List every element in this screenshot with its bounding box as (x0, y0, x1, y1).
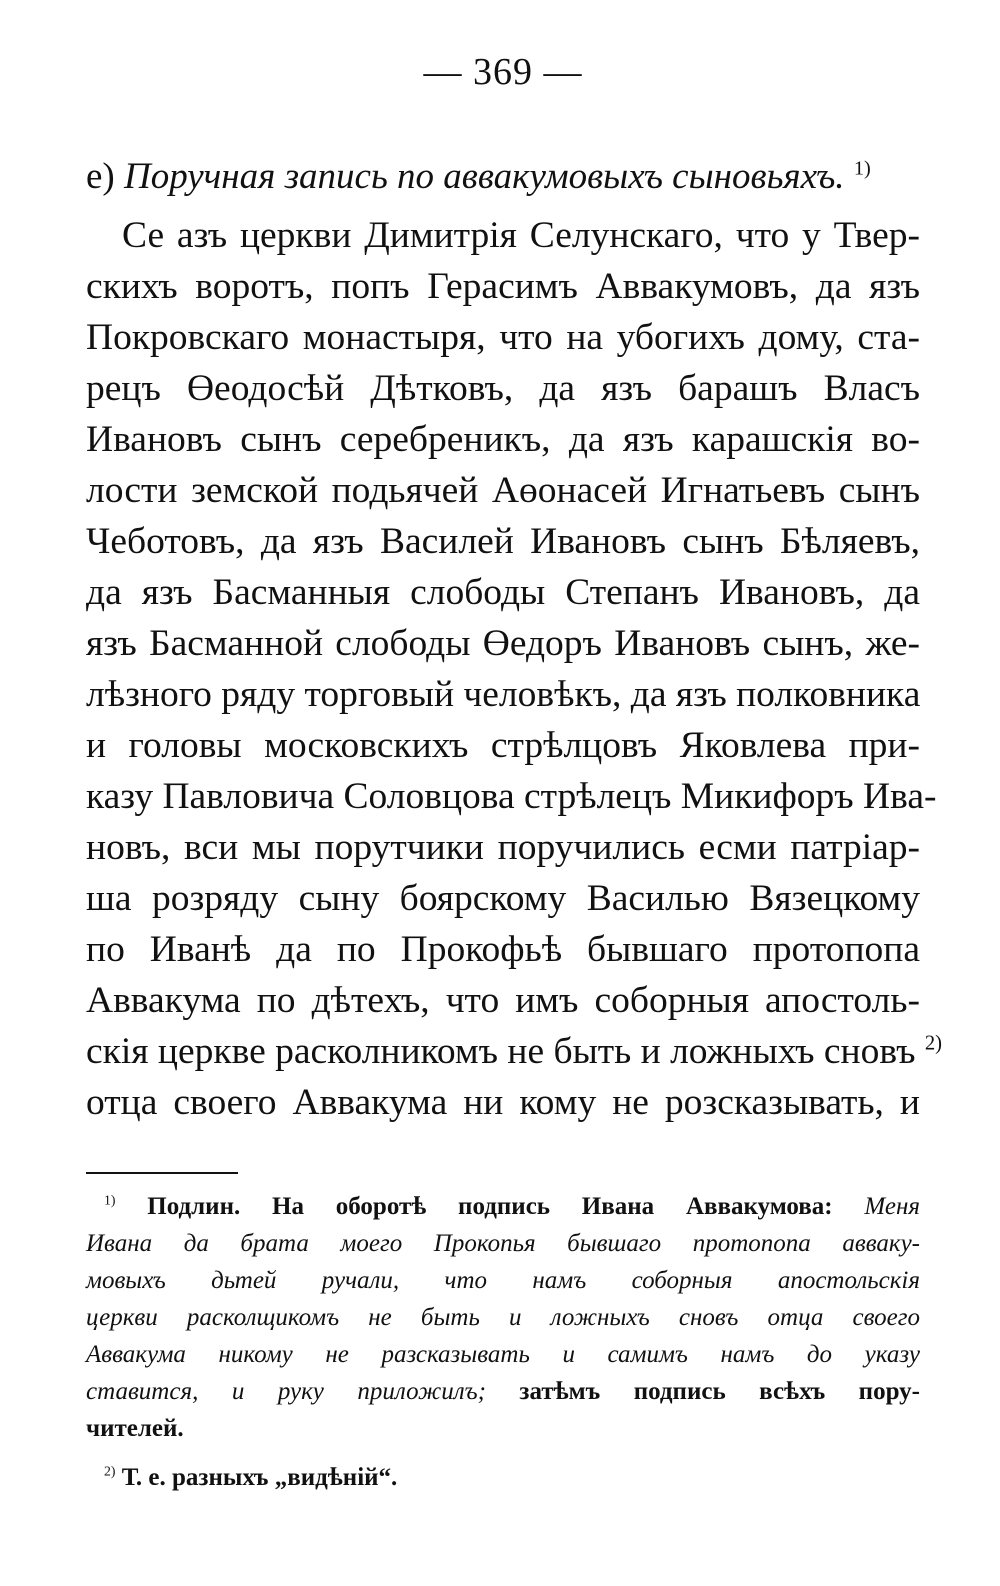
body-line: лѣзного ряду торговый человѣкъ, да язъ полковника (86, 674, 921, 715)
footnote-quote: церкви расколщикомъ не быть и ложныхъ сновъ отца своего (86, 1304, 920, 1331)
page-number: — 369 — (423, 51, 583, 93)
body-line: лости земской подьячей Аөонасей Игнатьевъ сынъ (86, 470, 920, 511)
footnote-text: затѣмъ подпись всѣхъ пору- (519, 1378, 920, 1405)
body-line: рецъ Өеодосѣй Дѣтковъ, да язъ барашъ Власъ (86, 368, 920, 409)
body-line: казу Павловича Соловцова стрѣлецъ Микифоръ Ива- (86, 776, 937, 817)
body-footnote-ref: 2) (924, 1032, 943, 1055)
body-line: новъ, вси мы порутчики поручились есми патріар- (86, 827, 920, 868)
body-line: по Иванѣ да по Прокофьѣ бывшаго протопопа (86, 929, 920, 970)
footnote-text: чителей. (86, 1415, 184, 1442)
footnote-quote: Ивана да брата моего Прокопья бывшаго протопопа авваку- (86, 1230, 920, 1257)
body-line-with-ref (86, 1026, 943, 1077)
heading-title: Поручная запись по аввакумовыхъ сыновьяхъ. (124, 156, 845, 197)
footnotes (86, 1188, 920, 1496)
footnote-text: Т. е. разныхъ „видѣній“. (121, 1464, 398, 1491)
footnote-1 (86, 1188, 920, 1447)
page (86, 48, 943, 1496)
body-line: Се азъ церкви Димитрія Селунскаго, что у Твер- (122, 215, 920, 256)
heading-label: е) (86, 156, 115, 197)
footnote-quote: Аввакума никому не разсказывать и самимъ намъ до указу (86, 1341, 920, 1368)
footnote-text: Подлин. На оборотѣ подпись Ивана Аввакумова: (147, 1193, 833, 1220)
footnote-quote: мовыхъ дьтей ручали, что намъ соборныя апостольскія (86, 1267, 920, 1294)
body-line: Ивановъ сынъ серебреникъ, да язъ карашскія во- (86, 419, 920, 460)
footnote-quote: ставится, и руку приложилъ; (86, 1378, 486, 1405)
section-heading (86, 154, 920, 200)
body-line: Аввакума по дѣтехъ, что имъ соборныя апостоль- (86, 980, 920, 1021)
body-line: скихъ воротъ, попъ Герасимъ Аввакумовъ, да язъ (86, 266, 920, 307)
footnote-divider (86, 1172, 238, 1174)
body-line: отца своего Аввакума ни кому не розсказывать, и (86, 1082, 920, 1123)
body-text (86, 210, 943, 1128)
footnote-2 (86, 1459, 920, 1496)
body-line: Чеботовъ, да язъ Василей Ивановъ сынъ Бѣляевъ, (86, 521, 920, 562)
body-line: да язъ Басманныя слободы Степанъ Ивановъ, да (86, 572, 920, 613)
body-line: ша розряду сыну боярскому Василью Вязецкому (86, 878, 920, 919)
body-line: язъ Басманной слободы Өедоръ Ивановъ сынъ, же- (86, 623, 920, 664)
footnote-marker: 2) (104, 1463, 116, 1479)
footnote-line (86, 1459, 920, 1496)
footnote-marker: 1) (104, 1192, 116, 1208)
heading-footnote-ref: 1) (853, 157, 871, 180)
footnote-quote: Меня (864, 1193, 921, 1220)
body-line: и головы московскихъ стрѣлцовъ Яковлева при- (86, 725, 920, 766)
footnote-line (86, 1373, 920, 1410)
body-line: скія церкве расколникомъ не быть и ложныхъ сновъ (86, 1031, 916, 1072)
body-line: Покровскаго монастыря, что на убогихъ дому, ста- (86, 317, 920, 358)
footnote-line (86, 1188, 920, 1225)
